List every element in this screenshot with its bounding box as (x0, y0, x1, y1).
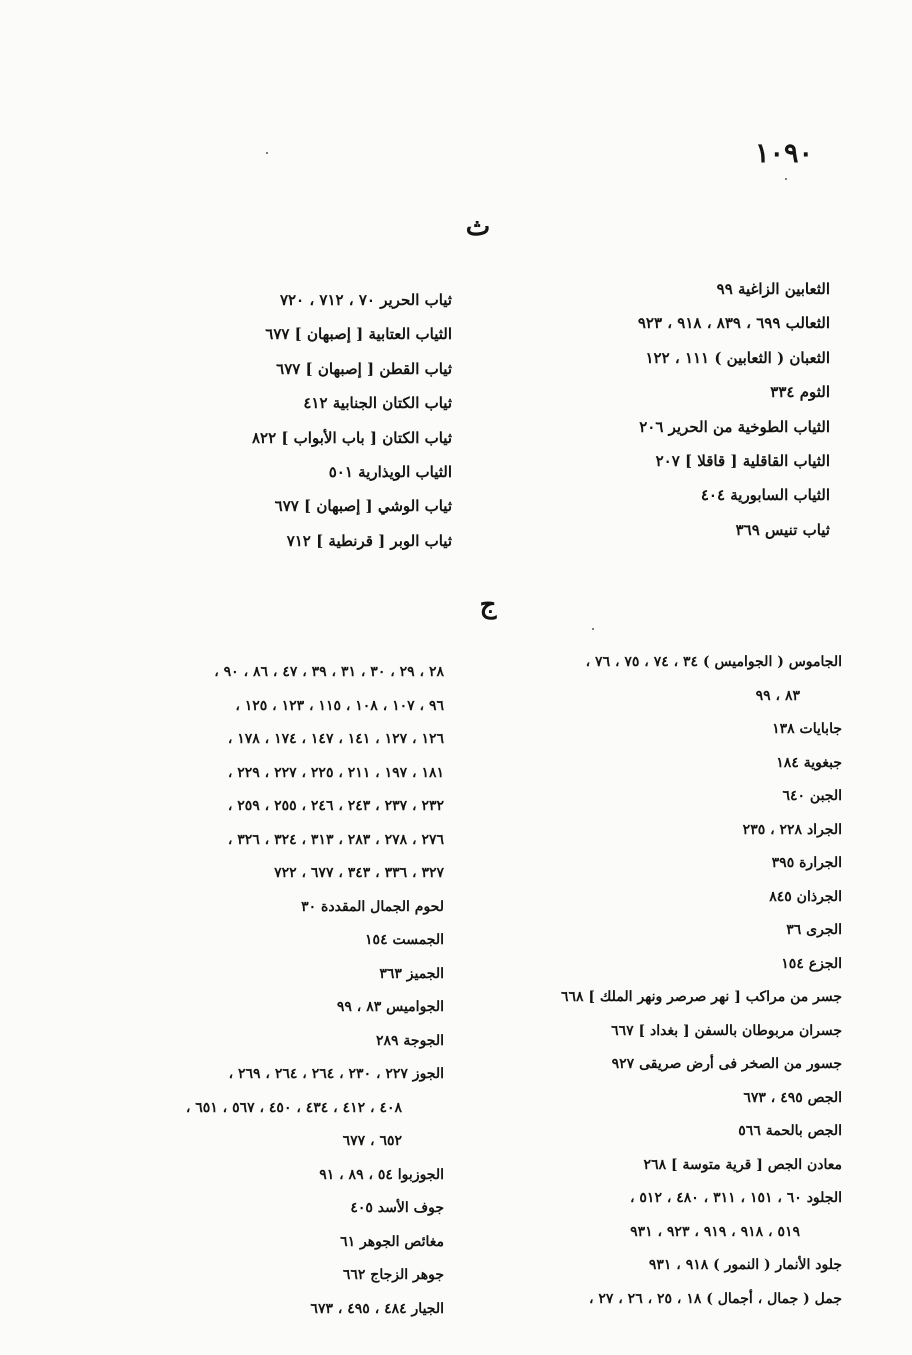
paper-speck (785, 178, 787, 180)
index-entry: الجواميس ٨٣ ، ٩٩ (336, 999, 444, 1015)
jim-right-column (561, 646, 842, 1316)
index-entry-continuation: ١٢٦ ، ١٢٧ ، ١٤١ ، ١٤٧ ، ١٧٤ ، ١٧٨ ، (227, 731, 444, 747)
index-entry: جسور من الصخر فى أرض صريقى ٩٢٧ (611, 1056, 842, 1072)
index-entry-continuation: ٢٣٢ ، ٢٣٧ ، ٢٤٣ ، ٢٤٦ ، ٢٥٥ ، ٢٥٩ ، (227, 798, 444, 814)
index-entry: الثوم ٣٣٤ (770, 383, 830, 402)
index-entry: ثياب الكتان [ باب الأبواب ] ٨٢٢ (251, 428, 452, 447)
index-entry: الثياب السابورية ٤٠٤ (700, 486, 830, 505)
index-entry: الجرى ٣٦ (786, 922, 842, 938)
index-entry: الجيار ٤٨٤ ، ٤٩٥ ، ٦٧٣ (310, 1300, 444, 1317)
section-letter-tha: ث (465, 212, 491, 242)
index-entry-continuation: ٣٢٧ ، ٣٣٦ ، ٣٤٣ ، ٦٧٧ ، ٧٢٢ (274, 865, 444, 881)
index-entry-continuation: ١٨١ ، ١٩٧ ، ٢١١ ، ٢٢٥ ، ٢٢٧ ، ٢٢٩ ، (227, 764, 444, 781)
index-entry: الجوجة ٢٨٩ (375, 1032, 444, 1049)
index-entry: جمل ( جمال ، أجمال ) ١٨ ، ٢٥ ، ٢٦ ، ٢٧ ، (588, 1290, 842, 1307)
index-entry: الجلود ٦٠ ، ١٥١ ، ٣١١ ، ٤٨٠ ، ٥١٢ ، (630, 1190, 842, 1206)
index-entry: الجزع ١٥٤ (781, 955, 842, 972)
index-entry: الجص ٤٩٥ ، ٦٧٣ (743, 1089, 842, 1106)
index-entry: الثعالب ٦٩٩ ، ٨٣٩ ، ٩١٨ ، ٩٢٣ (637, 314, 830, 333)
index-entry: ثياب الكتان الجنابية ٤١٢ (303, 394, 452, 413)
index-entry: الجمست ١٥٤ (365, 932, 444, 948)
tha-left-column (252, 283, 452, 558)
index-entry: ثياب الحرير ٧٠ ، ٧١٢ ، ٧٢٠ (279, 291, 452, 309)
index-entry: الجص بالحمة ٥٦٦ (738, 1123, 842, 1139)
index-entry: الجرذان ٨٤٥ (769, 888, 842, 905)
index-entry: معادن الجص [ قرية متوسة ] ٢٦٨ (643, 1156, 842, 1173)
index-entry: الثعابين الزاغية ٩٩ (716, 280, 830, 298)
index-entry-continuation: ٢٨ ، ٢٩ ، ٣٠ ، ٣١ ، ٣٩ ، ٤٧ ، ٨٦ ، ٩٠ ، (214, 664, 444, 680)
index-entry: ثياب الوشي [ إصبهان ] ٦٧٧ (274, 497, 452, 516)
index-entry: الثياب العتابية [ إصبهان ] ٦٧٧ (265, 325, 452, 344)
index-entry-continuation: ٤٠٨ ، ٤١٢ ، ٤٣٤ ، ٤٥٠ ، ٥٦٧ ، ٦٥١ ، (185, 1099, 402, 1116)
index-entry: جسران مربوطان بالسفن [ بغداد ] ٦٦٧ (611, 1022, 842, 1039)
paper-speck (266, 152, 268, 154)
index-entry: الجوز ٢٢٧ ، ٢٣٠ ، ٢٦٤ ، ٢٦٤ ، ٢٦٩ ، (228, 1066, 444, 1082)
index-entry: الثياب الويذارية ٥٠١ (328, 462, 452, 481)
index-entry-continuation: ٥١٩ ، ٩١٨ ، ٩١٩ ، ٩٢٣ ، ٩٣١ (630, 1223, 800, 1240)
index-entry: الجراد ٢٢٨ ، ٢٣٥ (742, 821, 842, 838)
index-entry: جلود الأنمار ( النمور ) ٩١٨ ، ٩٣١ (648, 1257, 842, 1273)
page-number: ١٠٩٠ (755, 138, 814, 169)
section-letter-jim: ج (479, 590, 497, 620)
index-entry: ثياب تنيس ٣٦٩ (735, 520, 830, 539)
index-entry: لحوم الجمال المقددة ٣٠ (301, 898, 444, 915)
index-entry-continuation: ٦٥٢ ، ٦٧٧ (342, 1133, 402, 1149)
jim-left-column (186, 656, 444, 1326)
index-entry: الثياب الطوخية من الحرير ٢٠٦ (639, 417, 830, 436)
index-entry: الثعبان ( الثعابين ) ١١١ ، ١٢٢ (645, 348, 830, 367)
index-entry-continuation: ٩٦ ، ١٠٧ ، ١٠٨ ، ١١٥ ، ١٢٣ ، ١٢٥ ، (235, 697, 444, 714)
index-entry-continuation: ٢٧٦ ، ٢٧٨ ، ٢٨٣ ، ٣١٣ ، ٣٢٤ ، ٣٢٦ ، (227, 831, 444, 848)
index-entry: الثياب القاقلية [ قاقلا ] ٢٠٧ (655, 451, 830, 470)
index-entry: جوهر الزجاج ٦٦٢ (342, 1267, 444, 1283)
index-entry: ثياب القطن [ إصبهان ] ٦٧٧ (276, 359, 452, 378)
index-entry: الجرارة ٣٩٥ (771, 855, 842, 871)
index-entry: الجميز ٣٦٣ (379, 965, 444, 982)
index-entry: الجوزبوا ٥٤ ، ٨٩ ، ٩١ (319, 1166, 444, 1183)
paper-speck (592, 628, 594, 630)
index-entry-continuation: ٨٣ ، ٩٩ (755, 687, 800, 704)
index-entry: جابايات ١٣٨ (772, 721, 842, 737)
index-entry: ثياب الوبر [ قرنطية ] ٧١٢ (286, 531, 452, 550)
index-entry: مغائص الجوهر ٦١ (340, 1233, 444, 1250)
index-entry: جبغوية ١٨٤ (776, 754, 842, 771)
index-entry: جسر من مراكب [ نهر صرصر ونهر الملك ] ٦٦٨ (560, 989, 842, 1005)
index-entry: الجاموس ( الجواميس ) ٣٤ ، ٧٤ ، ٧٥ ، ٧٦ ، (585, 654, 842, 670)
tha-right-column (638, 272, 830, 547)
index-entry: الجبن ٦٤٠ (782, 788, 842, 804)
index-entry: جوف الأسد ٤٠٥ (350, 1200, 444, 1216)
